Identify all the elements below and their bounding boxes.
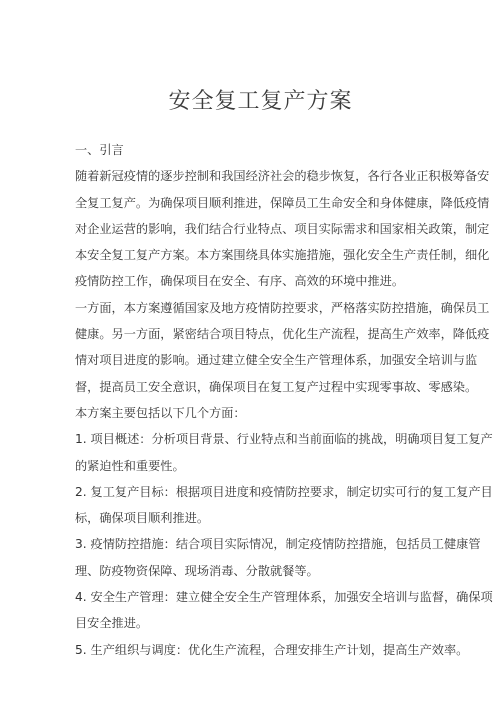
- paragraph-line: 情对项目进度的影响。通过建立健全安全生产管理体系，加强安全培训与监: [75, 353, 478, 368]
- list-item-line: 标，确保项目顺利推进。: [75, 511, 210, 526]
- paragraph-line: 健康。另一方面，紧密结合项目特点，优化生产流程，提高生产效率，降低疫: [75, 327, 490, 342]
- paragraph-line: 一方面，本方案遵循国家及地方疫情防控要求，严格落实防控措施，确保员工: [75, 300, 490, 315]
- paragraph-line: 本安全复工复产方案。本方案围绕具体实施措施，强化安全生产责任制，细化: [75, 248, 490, 263]
- section-heading-introduction: 一、引言: [75, 143, 124, 157]
- list-item-line: 1. 项目概述：分析项目背景、行业特点和当前面临的挑战，明确项目复工复产: [75, 432, 493, 447]
- paragraph-line: 督，提高员工安全意识，确保项目在复工复产过程中实现零事故、零感染。: [75, 379, 478, 394]
- paragraph-line: 随着新冠疫情的逐步控制和我国经济社会的稳步恢复，各行各业正积极筹备安: [75, 169, 490, 184]
- paragraph-line: 对企业运营的影响，我们结合行业特点、项目实际需求和国家相关政策，制定: [75, 221, 490, 236]
- list-item-line: 4. 安全生产管理：建立健全安全生产管理体系，加强安全培训与监督，确保项: [75, 590, 493, 605]
- paragraph-line: 全复工复产。为确保项目顺利推进，保障员工生命安全和身体健康，降低疫情: [75, 195, 490, 210]
- page-title: 安全复工复产方案: [168, 89, 353, 114]
- paragraph-line: 本方案主要包括以下几个方面：: [75, 405, 246, 420]
- document-body: [75, 137, 493, 663]
- list-item-line: 2. 复工复产目标：根据项目进度和疫情防控要求，制定切实可行的复工复产目: [75, 484, 493, 499]
- list-item-line: 3. 疫情防控措施：结合项目实际情况，制定疫情防控措施，包括员工健康管: [75, 537, 481, 552]
- paragraph-line: 疫情防控工作，确保项目在安全、有序、高效的环境中推进。: [75, 274, 405, 289]
- list-item-line: 理、防疫物资保障、现场消毒、分散就餐等。: [75, 563, 319, 578]
- list-item-line: 的紧迫性和重要性。: [75, 458, 185, 473]
- list-item-line: 目安全推进。: [75, 616, 149, 631]
- list-item-line: 5. 生产组织与调度：优化生产流程，合理安排生产计划，提高生产效率。: [75, 642, 469, 657]
